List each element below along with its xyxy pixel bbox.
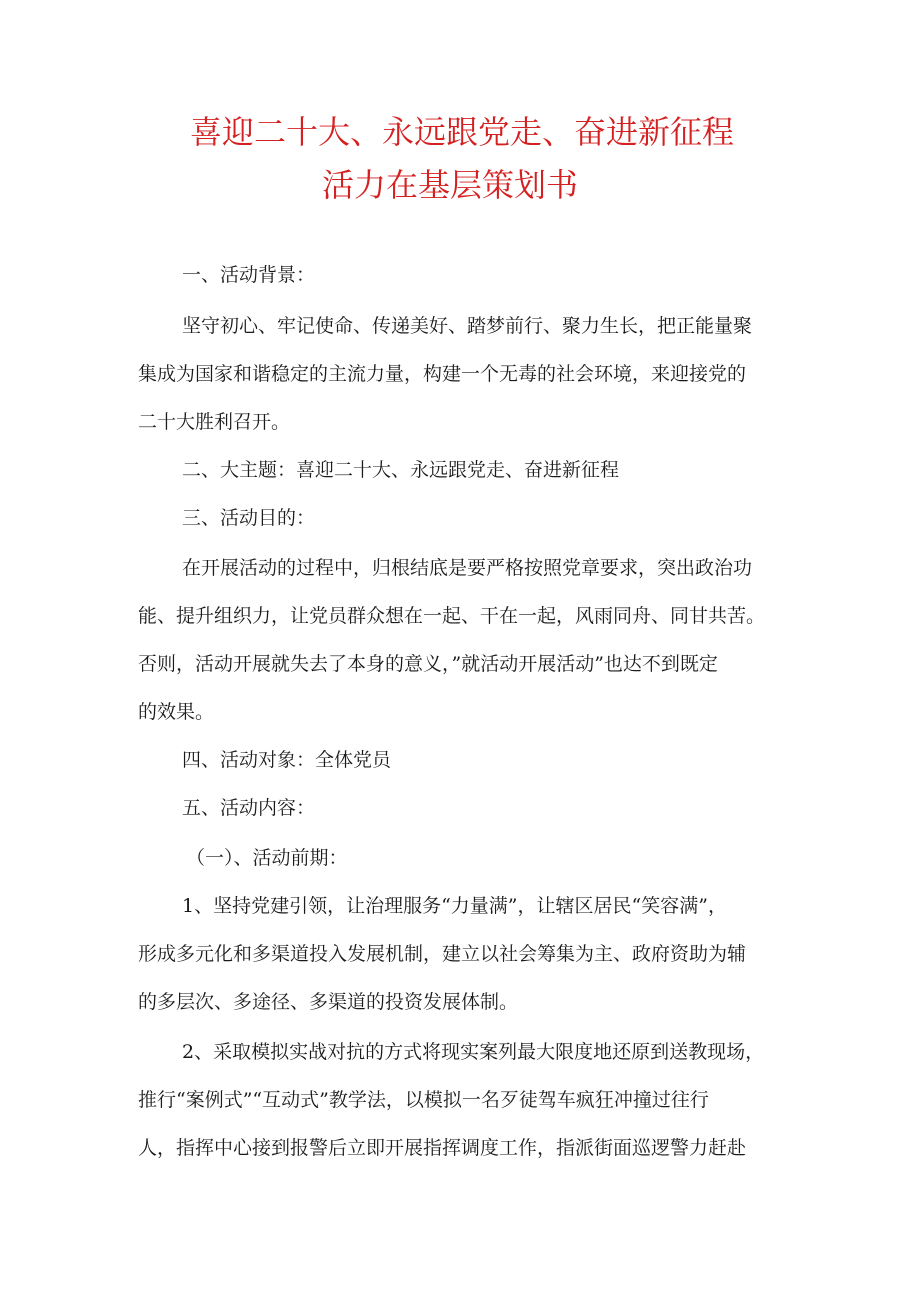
paragraph-line: 否则，活动开展就失去了本身的意义，”就活动开展活动”也达不到既定: [138, 653, 718, 675]
paragraph-line: 能、提升组织力，让党员群众想在一起、干在一起，风雨同舟、同甘共苦。: [138, 605, 766, 627]
paragraph-line: 集成为国家和谐稳定的主流力量，构建一个无毒的社会环境，来迎接党的: [138, 363, 747, 385]
paragraph-line: 人，指挥中心接到报警后立即开展指挥调度工作，指派街面巡逻警力赶赴: [138, 1137, 747, 1159]
title-line-2: 活力在基层策划书: [322, 166, 579, 204]
paragraph-line: 2、采取模拟实战对抗的方式将现实案列最大限度地还原到送教现场，: [182, 1041, 765, 1063]
paragraph-line: 在开展活动的过程中，归根结底是要严格按照党章要求，突出政治功: [182, 557, 753, 579]
title-line-1: 喜迎二十大、永远跟党走、奋进新征程: [190, 113, 735, 151]
heading-background: 一、活动背景：: [182, 264, 316, 286]
heading-content: 五、活动内容：: [182, 797, 316, 819]
paragraph-line: 的效果。: [138, 701, 215, 723]
heading-purpose: 三、活动目的：: [182, 507, 316, 529]
paragraph-line: 推行“案例式”“互动式”教学法，以模拟一名歹徒驾车疯狂冲撞过往行: [138, 1089, 709, 1111]
heading-theme: 二、大主题：喜迎二十大、永远跟党走、奋进新征程: [182, 459, 620, 481]
paragraph-line: 坚守初心、牢记使命、传递美好、踏梦前行、聚力生长，把正能量聚: [182, 315, 753, 337]
subheading-early-phase: （一）、活动前期：: [186, 847, 348, 869]
paragraph-line: 1、坚持党建引领，让治理服务“力量满”，让辖区居民“笑容满”，: [182, 895, 727, 917]
heading-target: 四、活动对象：全体党员: [182, 749, 392, 771]
paragraph-line: 的多层次、多途径、多渠道的投资发展体制。: [138, 991, 519, 1013]
paragraph-line: 形成多元化和多渠道投入发展机制，建立以社会筹集为主、政府资助为辅: [138, 943, 747, 965]
paragraph-line: 二十大胜利召开。: [138, 411, 291, 433]
